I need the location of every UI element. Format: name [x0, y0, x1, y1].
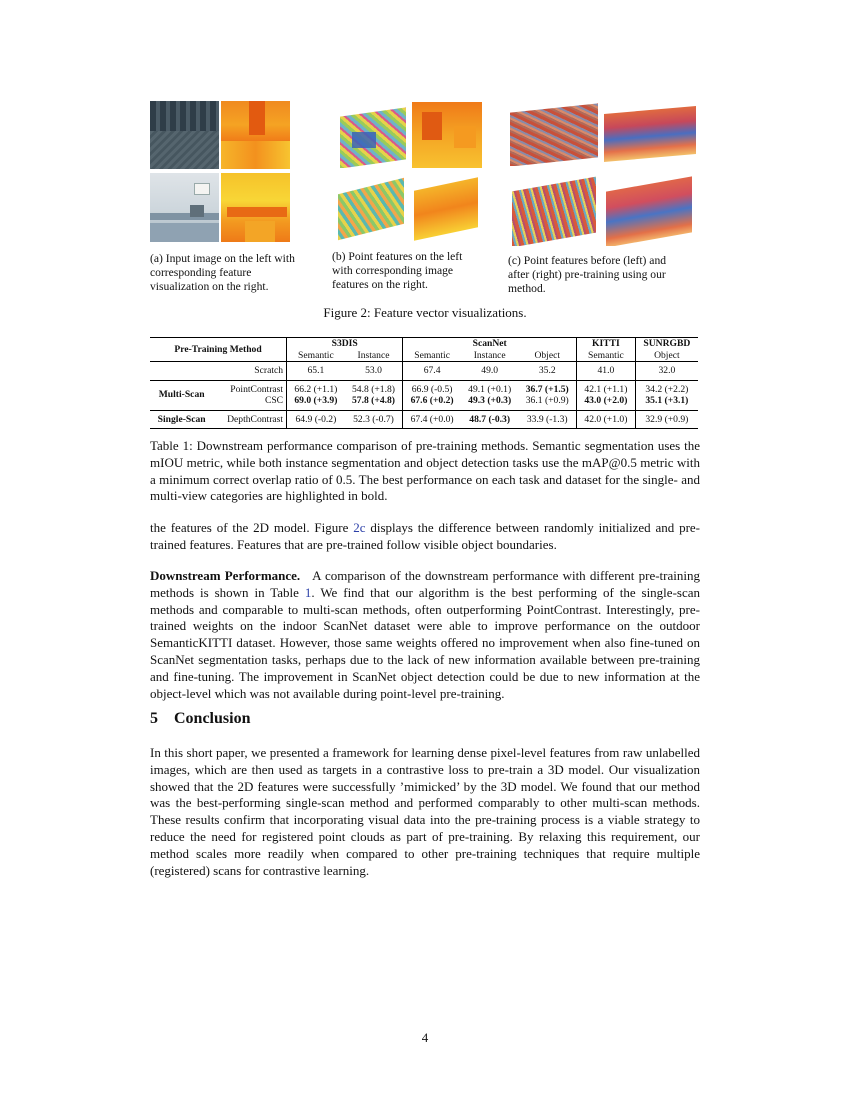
- cell: 54.8 (+1.8): [345, 380, 403, 395]
- cell: 53.0: [345, 362, 403, 381]
- row-label: Scratch: [213, 362, 286, 381]
- cell: 49.0: [461, 362, 519, 381]
- table-caption: Table 1: Downstream performance comparison of pre-training methods. Semantic segmentation uses the mIOU metric, while both instance segmentation and object detection tasks use the mAP@0.5 metric with a minimum correct overlap ratio of 0.5. The best performance on each task and dataset for the single- and multi-view categories are highlighted in bold.: [150, 438, 700, 504]
- figure-2c-link[interactable]: 2c: [353, 520, 366, 535]
- cell-best: 48.7 (-0.3): [461, 410, 519, 429]
- subheader-object: Object: [635, 350, 698, 362]
- table-row-pointcontrast: [150, 380, 698, 395]
- section-heading-conclusion: [150, 710, 250, 728]
- header-sunrgbd: SUNRGBD: [635, 338, 698, 350]
- cell-best: 36.7 (+1.5): [518, 380, 576, 395]
- header-s3dis: S3DIS: [287, 338, 403, 350]
- image-features-room: [412, 102, 482, 168]
- subheader-semantic: Semantic: [287, 350, 345, 362]
- cell: 42.0 (+1.0): [577, 410, 636, 429]
- cell-best: 57.8 (+4.8): [351, 395, 396, 406]
- paragraph-text: the features of the 2D model. Figure: [150, 520, 354, 535]
- cell: 65.1: [287, 362, 345, 381]
- input-image-room: [150, 101, 219, 169]
- table-row-scratch: [150, 362, 698, 381]
- row-label: DepthContrast: [213, 410, 286, 429]
- subfigure-c-caption: (c) Point features before (left) and after (right) pre-training using our method.: [508, 254, 667, 295]
- group-label-multi-scan: Multi-Scan: [150, 380, 213, 410]
- subheader-semantic: Semantic: [403, 350, 461, 362]
- header-scannet: ScanNet: [403, 338, 577, 350]
- cell-best: 49.3 (+0.3): [468, 395, 512, 406]
- paragraph-text: A comparison of the downstream performance with different pre-training methods is shown in Table: [150, 568, 700, 600]
- cell: 36.1 (+0.9): [525, 395, 569, 406]
- section-number: 5: [150, 710, 158, 727]
- point-features-before-2: [508, 174, 600, 246]
- cell-best: 43.0 (+2.0): [577, 395, 636, 410]
- paragraph-heading: Downstream Performance.: [150, 568, 301, 583]
- input-image-office: [150, 173, 219, 242]
- table-1-link[interactable]: 1: [304, 584, 312, 600]
- cell-best: 35.1 (+3.1): [635, 395, 698, 410]
- point-features-office: [334, 172, 408, 244]
- table-row-depthcontrast: [150, 410, 698, 429]
- cell: 67.4: [403, 362, 461, 381]
- subheader-semantic: Semantic: [577, 350, 636, 362]
- cell: 32.0: [635, 362, 698, 381]
- cell-best: 69.0 (+3.9): [287, 395, 345, 410]
- subfigure-a-caption: (a) Input image on the left with corresponding feature visualization on the right.: [150, 252, 295, 293]
- subheader-instance: Instance: [357, 349, 390, 361]
- header-method: Pre-Training Method: [150, 338, 287, 362]
- group-label-single-scan: Single-Scan: [150, 410, 213, 429]
- subheader-instance: Instance: [473, 349, 506, 361]
- cell: 67.4 (+0.0): [403, 410, 461, 429]
- paragraph-text: . We find that our algorithm is the best performing of the single-scan methods and comparable to multi-scan methods, often outperforming PointContrast. Interestingly, pre-trained weights on the indoor ScanNet dataset were able to improve performance on the outdoor SemanticKITTI dataset. However, those same weights offered no improvement when also fine-tuned on ScanNet segmentation tasks, perhaps due to the lack of new information available between pre-training and fine-tuning. The improvement in ScanNet object detection could be due to new information at the object-level which was not available during point-level pre-training.: [150, 584, 700, 701]
- point-features-after-2: [602, 174, 698, 246]
- cell: 32.9 (+0.9): [635, 410, 698, 429]
- cell: 34.2 (+2.2): [635, 380, 698, 395]
- results-table: [150, 337, 698, 429]
- paragraph-text: displays the difference between randomly initialized and pre-trained features. Features that are pre-trained follow visible object boundaries.: [150, 520, 700, 552]
- cell-best: 67.6 (+0.2): [403, 395, 461, 410]
- feature-map-room: [221, 101, 290, 169]
- cell: 41.0: [577, 362, 636, 381]
- page-number: 4: [421, 1030, 429, 1045]
- image-features-office: [412, 172, 482, 242]
- subfigure-b-caption: (b) Point features on the left with corresponding image features on the right.: [332, 250, 463, 291]
- cell: 42.1 (+1.1): [577, 380, 636, 395]
- row-label: CSC: [264, 395, 284, 406]
- cell: 52.3 (-0.7): [345, 410, 403, 429]
- feature-map-office: [221, 173, 290, 242]
- cell: 49.1 (+0.1): [461, 380, 519, 395]
- paragraph-conclusion: In this short paper, we presented a framework for learning dense pixel-level features from raw unlabelled images, which are then used as targets in a contrastive loss to pre-train a 3D model. Our visualization showed that the 2D features were successfully ’mimicked’ by the 3D model. We found that our method was the best-performing single-scan method and performed comparably to other multi-scan methods. These results confirm that incorporating visual data into the pre-training process is a viable strategy to reduce the need for registered point clouds as part of pre-training. By relaxing this requirement, our method scales more readily when compared to other pre-training techniques that require multiple (registered) scans for contrastive learning.: [150, 745, 700, 878]
- header-kitti: KITTI: [577, 338, 636, 350]
- table-row-csc: [150, 395, 698, 410]
- row-label: PointContrast: [213, 380, 286, 395]
- cell: 64.9 (-0.2): [287, 410, 345, 429]
- cell: 35.2: [518, 362, 576, 381]
- cell: 66.9 (-0.5): [403, 380, 461, 395]
- table-header-row: [150, 338, 698, 350]
- paragraph-downstream-performance: [150, 568, 700, 702]
- cell: 33.9 (-1.3): [518, 410, 576, 429]
- section-title: Conclusion: [174, 710, 251, 727]
- subheader-object: Object: [534, 349, 561, 361]
- cell: 66.2 (+1.1): [287, 380, 345, 395]
- point-features-room: [338, 102, 408, 168]
- figure-caption: Figure 2: Feature vector visualizations.: [323, 305, 527, 320]
- point-features-before-1: [510, 102, 600, 166]
- paragraph-features: [150, 520, 700, 554]
- point-features-after-1: [602, 102, 698, 164]
